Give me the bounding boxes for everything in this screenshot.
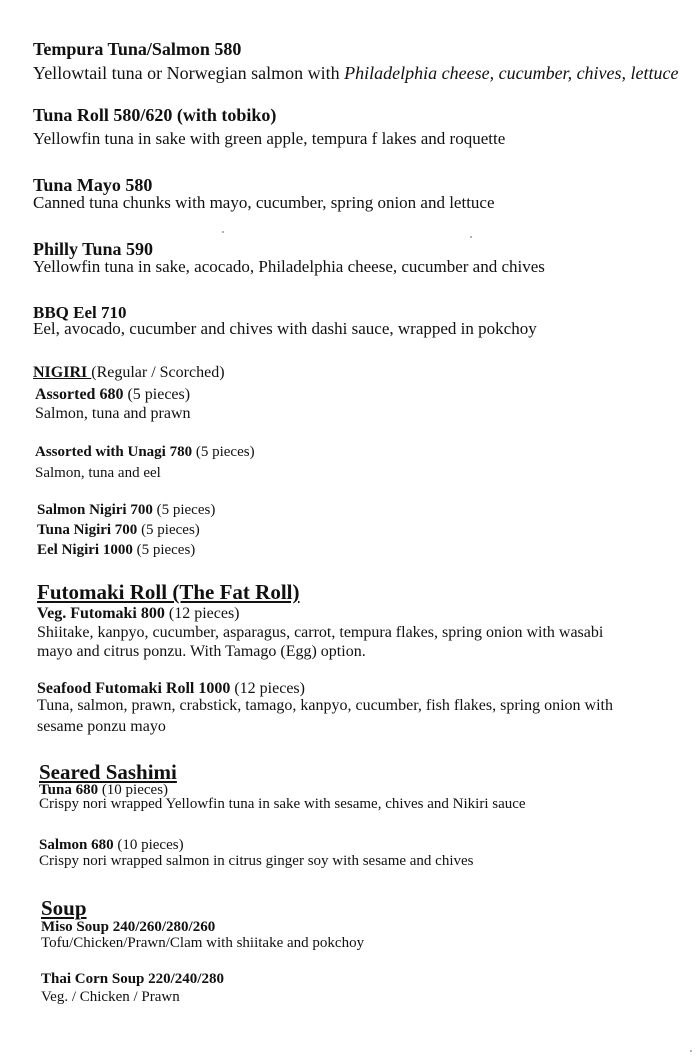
item-description: mayo and citrus ponzu. With Tamago (Egg) option. [37,643,366,660]
scan-speck [222,231,224,233]
item-name-line [35,445,255,460]
item-name-line [37,606,240,622]
item-quantity: (5 pieces) [137,522,200,538]
item-quantity: (10 pieces) [113,837,184,853]
item-quantity: (5 pieces) [123,386,191,403]
item-name: Tuna Roll 580/620 (with tobiko) [33,105,277,125]
item-name-line [37,523,200,538]
item-name-line [37,681,305,697]
item-name-line [37,503,215,518]
section-title-futomaki: Futomaki Roll (The Fat Roll) [37,580,300,604]
section-subtitle: (Regular / Scorched) [91,364,225,381]
item-description: Canned tuna chunks with mayo, cucumber, spring onion and lettuce [33,193,495,212]
item-description: Veg. / Chicken / Prawn [41,989,180,1005]
item-quantity: (5 pieces) [192,444,255,460]
item-name: Philly Tuna 590 [33,239,154,259]
item-description: Crispy nori wrapped Yellowfin tuna in sake with sesame, chives and Nikiri sauce [39,796,526,812]
item-description: Tofu/Chicken/Prawn/Clam with shiitake and pokchoy [41,935,365,951]
item-description: sesame ponzu mayo [37,718,166,735]
item-description-italic: Philadelphia cheese, cucumber, chives, lettuce [344,63,679,83]
section-heading-nigiri [33,365,225,381]
section-title: NIGIRI [33,364,92,381]
item-name: Tuna Nigiri 700 [37,522,138,538]
item-name-line [37,543,195,558]
item-quantity: (10 pieces) [98,782,169,798]
item-name: Tuna Mayo 580 [33,175,153,195]
item-quantity: (12 pieces) [164,605,240,622]
item-name: Tempura Tuna/Salmon 580 [33,39,242,59]
item-name-line [35,387,190,403]
item-description-part: Yellowtail tuna or Norwegian salmon with [33,63,345,83]
section-title-soup: Soup [41,896,87,920]
item-description: Tuna, salmon, prawn, crabstick, tamago, kanpyo, cucumber, fish flakes, spring onion with [37,697,613,714]
item-name: Thai Corn Soup 220/240/280 [41,971,224,987]
item-name: Eel Nigiri 1000 [37,542,133,558]
item-quantity: (12 pieces) [230,680,305,697]
item-quantity: (5 pieces) [152,502,216,518]
item-name: Miso Soup 240/260/280/260 [41,919,216,935]
item-description: Yellowfin tuna in sake, acocado, Philadelphia cheese, cucumber and chives [33,257,545,276]
item-name: Tuna 680 [39,782,99,798]
item-name: Veg. Futomaki 800 [37,605,165,622]
item-name: Salmon 680 [39,837,114,853]
scan-speck [690,1050,692,1052]
item-name: BBQ Eel 710 [33,303,127,322]
item-name: Salmon Nigiri 700 [37,502,153,518]
scan-speck [470,236,472,238]
item-name-line [39,838,184,853]
item-description: Salmon, tuna and eel [35,465,161,481]
item-description [33,64,679,82]
item-quantity: (5 pieces) [132,542,196,558]
item-description: Shiitake, kanpyo, cucumber, asparagus, carrot, tempura flakes, spring onion with wasabi [37,624,604,641]
item-description: Salmon, tuna and prawn [35,405,191,422]
item-description: Yellowfin tuna in sake with green apple, tempura f lakes and roquette [33,129,506,148]
item-name: Seafood Futomaki Roll 1000 [37,680,231,697]
section-title-seared-sashimi: Seared Sashimi [39,760,177,784]
item-name: Assorted with Unagi 780 [35,444,193,460]
item-description: Crispy nori wrapped salmon in citrus ginger soy with sesame and chives [39,853,474,869]
item-name: Assorted 680 [35,386,124,403]
item-description: Eel, avocado, cucumber and chives with dashi sauce, wrapped in pokchoy [33,319,537,338]
